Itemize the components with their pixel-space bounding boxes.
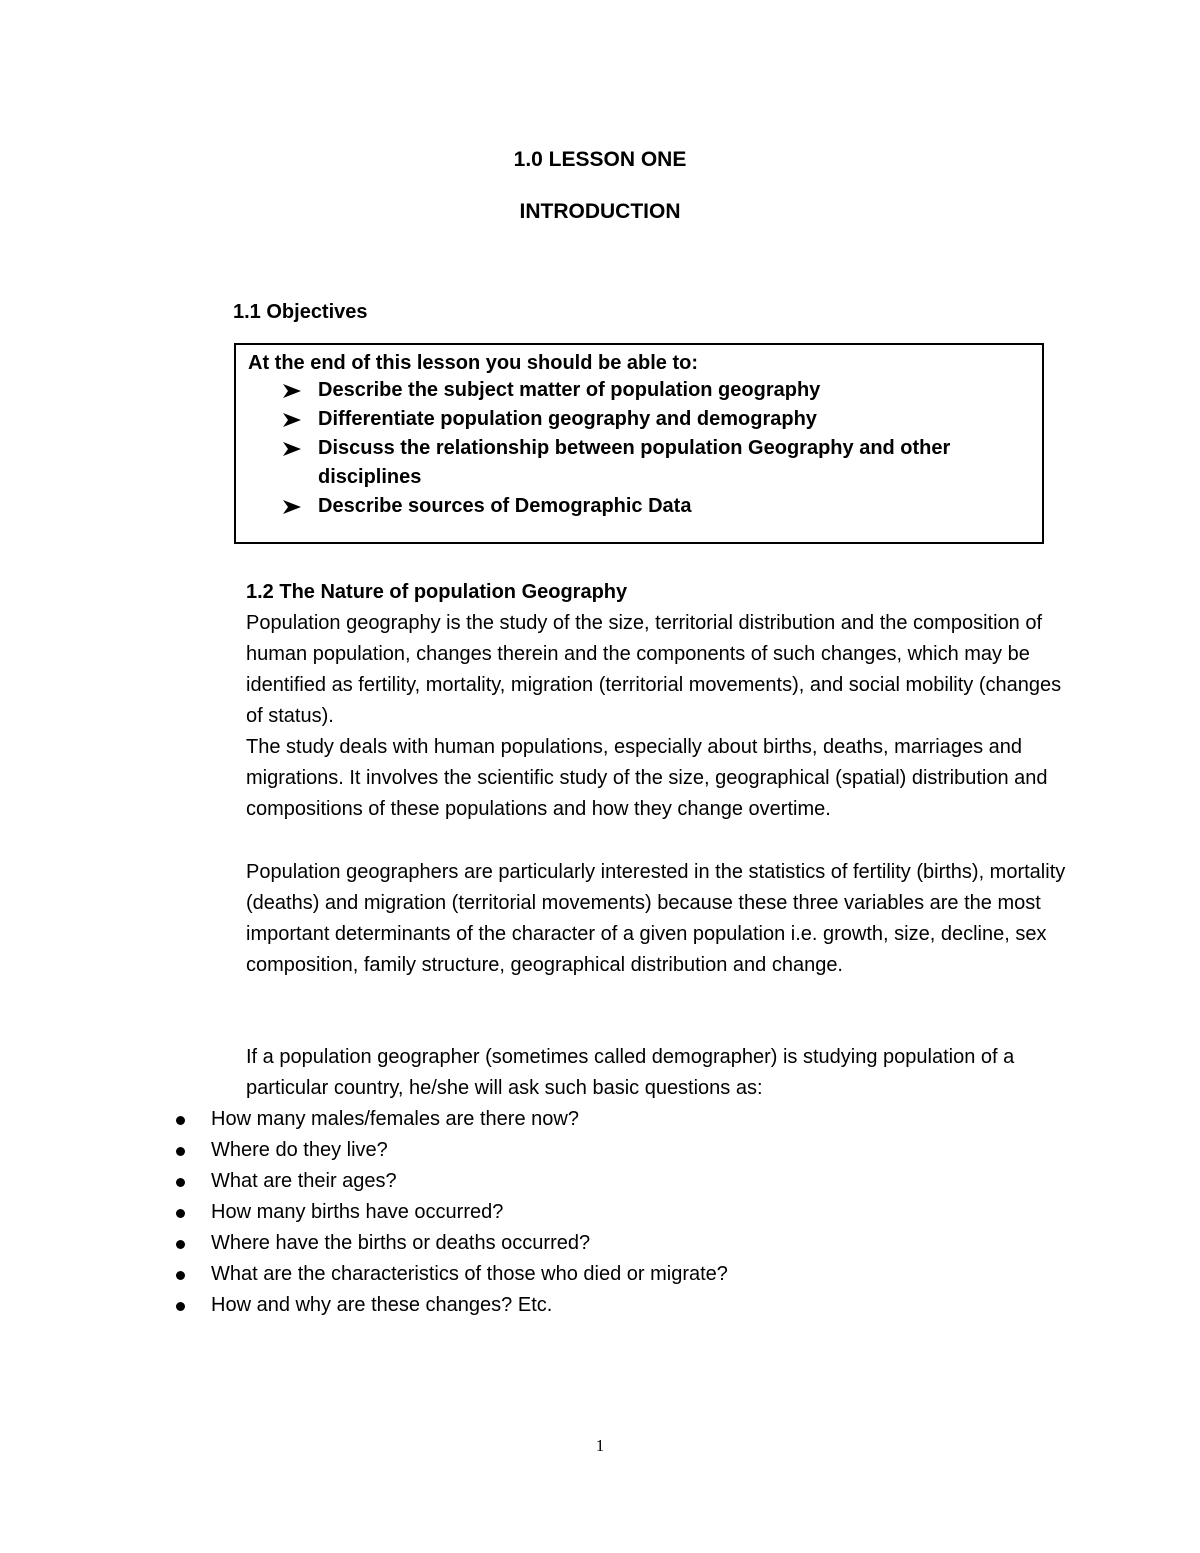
question-item [0, 1197, 1200, 1228]
arrow-bullet-icon [282, 441, 302, 457]
bullet-icon [176, 1116, 185, 1125]
body-paragraph: Population geography is the study of the size, territorial distribution and the composition of human population, changes therein and the components of such changes, which may be identified as fertility, mortality, migration (territorial movements), and social mobility (changes of status). [246, 612, 1062, 727]
nature-heading: 1.2 The Nature of population Geography [246, 581, 628, 603]
arrow-bullet-icon [282, 383, 302, 399]
question-text: How many males/females are there now? [211, 1108, 579, 1130]
arrow-bullet-icon [282, 499, 302, 515]
body-paragraph: Population geographers are particularly interested in the statistics of fertility (births), mortality (deaths) and migration (territorial movements) because these three variables are the most important determinants of the character of a given population i.e. growth, size, decline, sex composition, family structure, geographical distribution and change. [246, 861, 1066, 976]
objectives-heading: 1.1 Objectives [233, 301, 368, 323]
question-text: Where do they live? [211, 1139, 388, 1161]
bullet-icon [176, 1209, 185, 1218]
question-item [0, 1135, 1200, 1166]
bullet-icon [176, 1271, 185, 1280]
objective-text: Discuss the relationship between population Geography and other disciplines [318, 437, 951, 488]
objective-item [282, 492, 1022, 521]
questions-list [0, 1104, 1200, 1321]
lesson-title: 1.0 LESSON ONE [513, 148, 687, 171]
question-text: How and why are these changes? Etc. [211, 1294, 553, 1316]
objective-item [282, 434, 1022, 492]
objective-item [282, 376, 1022, 405]
objective-text: Differentiate population geography and demography [318, 408, 817, 430]
introduction-title: INTRODUCTION [519, 200, 681, 223]
body-paragraph: If a population geographer (sometimes called demographer) is studying population of a particular country, he/she will ask such basic questions as: [246, 1046, 1015, 1099]
objectives-box [234, 343, 1044, 544]
question-text: Where have the births or deaths occurred? [211, 1232, 591, 1254]
bullet-icon [176, 1178, 185, 1187]
page-number: 1 [595, 1436, 605, 1455]
objective-text: Describe the subject matter of population geography [318, 379, 821, 401]
question-text: What are their ages? [211, 1170, 397, 1192]
objective-item [282, 405, 1022, 434]
question-item [0, 1228, 1200, 1259]
question-item [0, 1290, 1200, 1321]
objectives-intro: At the end of this lesson you should be able to: [248, 352, 699, 374]
question-item [0, 1104, 1200, 1135]
bullet-icon [176, 1302, 185, 1311]
question-text: How many births have occurred? [211, 1201, 504, 1223]
body-paragraph: The study deals with human populations, especially about births, deaths, marriages and migrations. It involves the scientific study of the size, geographical (spatial) distribution and compositions of these populations and how they change overtime. [246, 736, 1048, 820]
objectives-list [282, 376, 1022, 521]
objective-text: Describe sources of Demographic Data [318, 495, 692, 517]
bullet-icon [176, 1240, 185, 1249]
question-item [0, 1259, 1200, 1290]
question-text: What are the characteristics of those who died or migrate? [211, 1263, 728, 1285]
arrow-bullet-icon [282, 412, 302, 428]
bullet-icon [176, 1147, 185, 1156]
question-item [0, 1166, 1200, 1197]
